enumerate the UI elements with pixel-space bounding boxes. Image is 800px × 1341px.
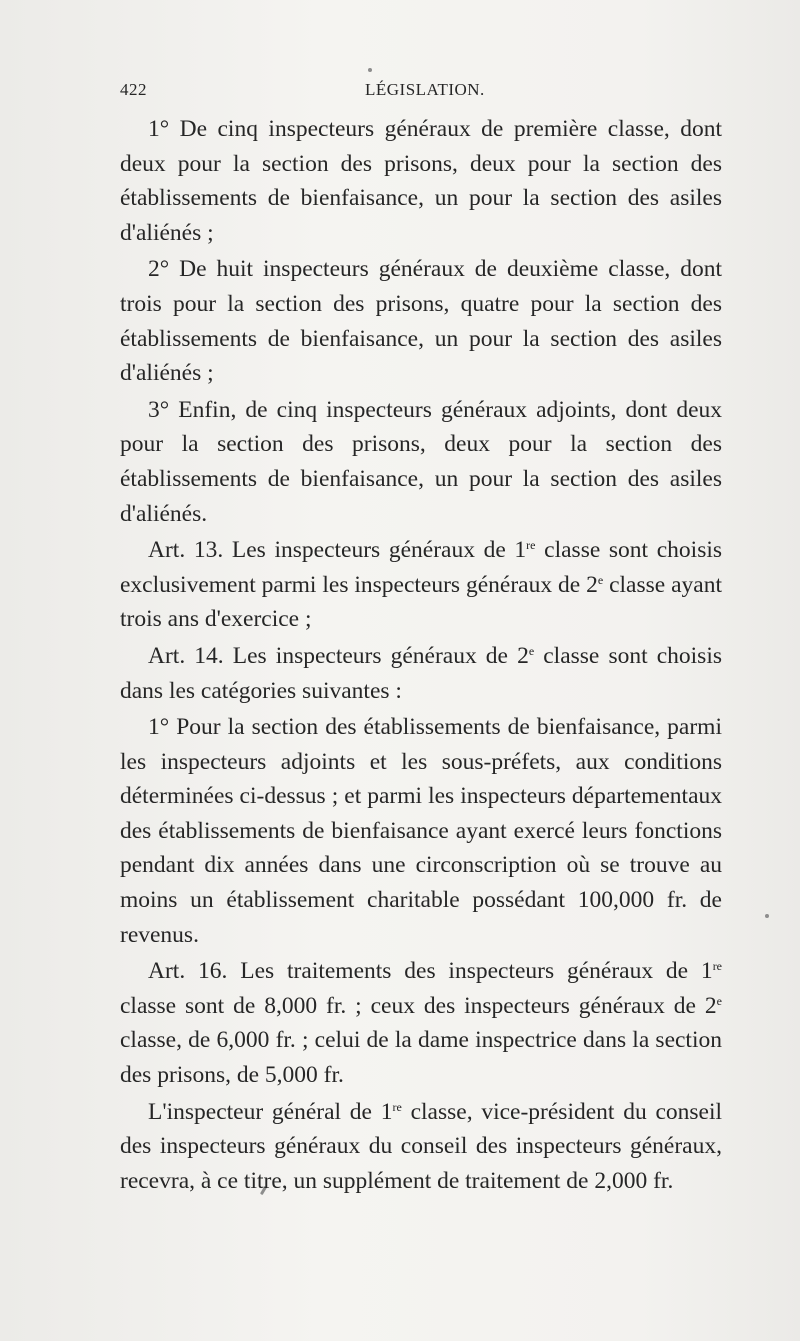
list-item-first-class [120, 112, 722, 250]
page-number: 422 [120, 80, 147, 99]
paragraph-text: Enfin, de cinq inspecteurs généraux adjoints, dont deux pour la section des prisons, deux pour la section des établissements de bienfaisance, un pour la section des asiles d'aliénés. [120, 396, 723, 527]
paragraph-text: L'inspecteur général de 1 [148, 1098, 393, 1125]
list-item-second-class [120, 252, 722, 390]
superscript: re [712, 959, 723, 974]
article-heading: Art. 16. [148, 958, 228, 985]
superscript: re [392, 1099, 402, 1114]
superscript: e [716, 993, 722, 1008]
article-13 [120, 533, 722, 637]
paragraph-text: Pour la section des établissements de bienfaisance, parmi les inspecteurs adjoints et les sous-préfets, aux conditions déterminées ci-dessus ; et parmi les inspecteurs départementaux des établissements de bienfaisance ayant exercé leurs fonctions pendant dix années dans une circonscription où se trouve au moins un établissement charitable possédant 100,000 fr. de revenus. [120, 714, 722, 948]
body-text [120, 112, 722, 1198]
paragraph-text: classe sont choisis dans les catégories suivantes : [120, 642, 722, 704]
list-marker: 2° [148, 256, 170, 283]
superscript: re [526, 538, 536, 553]
page-header [120, 80, 720, 108]
running-head: LÉGISLATION. [365, 80, 485, 99]
paragraph-text: classe ayant trois ans d'exercice ; [120, 571, 722, 633]
paragraph-text: Les inspecteurs généraux de 2 [232, 642, 529, 669]
paragraph-text: classe, de 6,000 fr. ; celui de la dame inspectrice dans la section des prisons, de 5,000 fr. [120, 1027, 722, 1089]
paragraph-text: classe sont choisis exclusivement parmi les inspecteurs généraux de 2 [120, 537, 723, 598]
list-marker: 3° [148, 396, 170, 423]
article-14 [120, 639, 722, 708]
article-heading: Art. 13. [148, 537, 224, 564]
superscript: e [597, 572, 604, 587]
paragraph-vice-president [120, 1095, 722, 1199]
paragraph-text: De huit inspecteurs généraux de deuxième classe, dont trois pour la section des prisons, quatre pour la section des établissements de bienfaisance, un pour la section des asiles d'aliénés ; [120, 256, 722, 387]
ink-speck [368, 68, 372, 72]
paragraph-text: classe sont de 8,000 fr. ; ceux des inspecteurs généraux de 2 [120, 992, 717, 1019]
superscript: e [528, 643, 535, 658]
list-item-adjoints [120, 393, 722, 531]
article-16 [120, 954, 722, 1092]
paragraph-text: classe, vice-président du conseil des inspecteurs généraux du conseil des inspecteurs généraux, recevra, à ce titre, un supplément de traitement de 2,000 fr. [120, 1098, 723, 1194]
paragraph-text: De cinq inspecteurs généraux de première classe, dont deux pour la section des prisons, deux pour la section des établissements de bienfaisance, un pour la section des asiles d'aliénés ; [120, 116, 723, 246]
list-item-bienfaisance [120, 710, 722, 952]
ink-speck [765, 914, 769, 918]
paragraph-text: Les inspecteurs généraux de 1 [231, 537, 527, 564]
paragraph-text: Les traitements des inspecteurs généraux de 1 [240, 958, 713, 985]
article-heading: Art. 14. [148, 642, 224, 669]
list-marker: 1° [148, 714, 170, 741]
list-marker: 1° [148, 116, 170, 142]
